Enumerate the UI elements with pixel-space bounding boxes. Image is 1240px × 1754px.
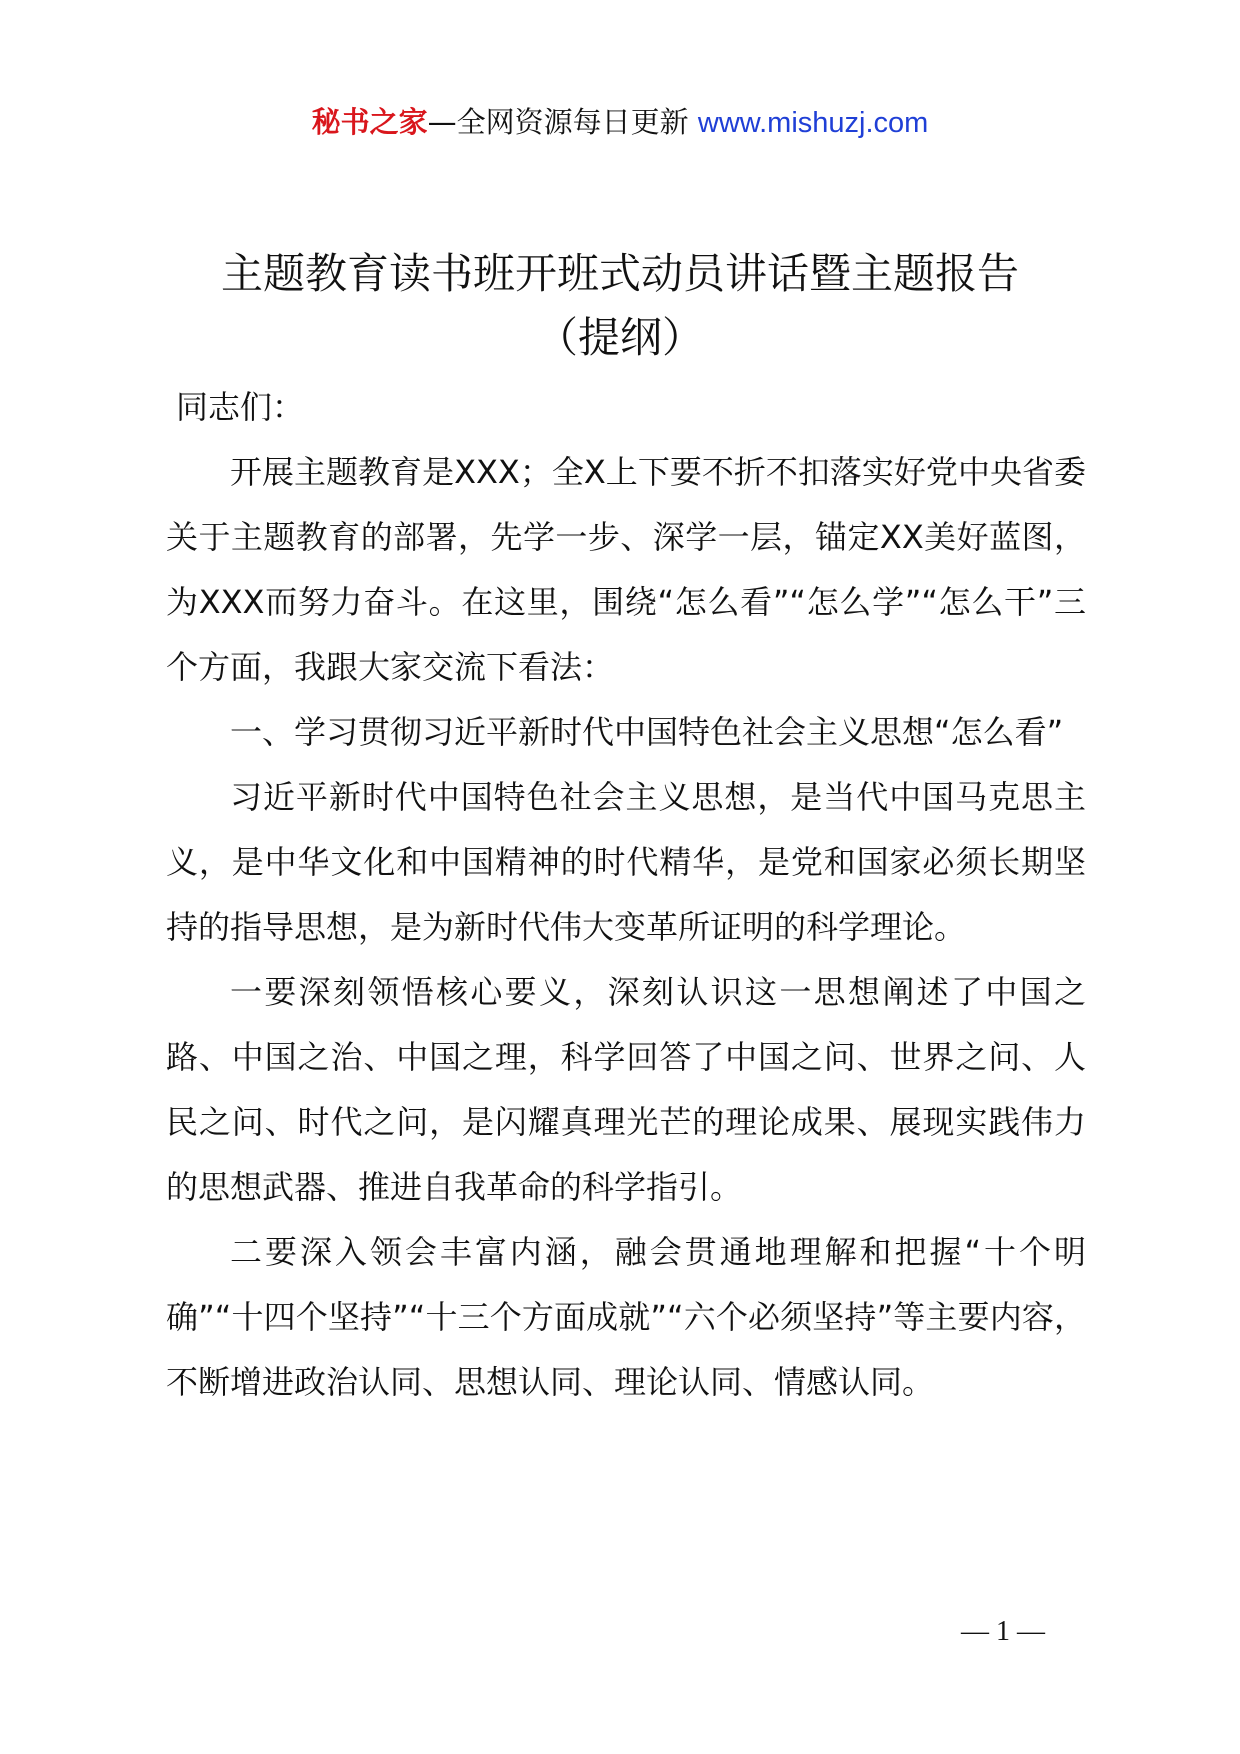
page-number: — 1 — bbox=[961, 1616, 1045, 1647]
page-number-footer bbox=[0, 1612, 1220, 1652]
document-title-line1: 主题教育读书班开班式动员讲话暨主题报告 bbox=[220, 249, 1019, 298]
site-header bbox=[0, 100, 1240, 145]
document-title-line2: （提纲） bbox=[535, 313, 704, 362]
document-body bbox=[166, 375, 1086, 1415]
site-tagline: —全网资源每日更新 bbox=[427, 105, 698, 139]
document-title bbox=[0, 242, 1240, 370]
section-heading-1: 一、学习贯彻习近平新时代中国特色社会主义思想“怎么看” bbox=[230, 713, 1064, 751]
salutation: 同志们： bbox=[176, 388, 305, 426]
paragraph-1: 习近平新时代中国特色社会主义思想，是当代中国马克思主义，是中华文化和中国精神的时代精华，是党和国家必须长期坚持的指导思想，是为新时代伟大变革所证明的科学理论。 bbox=[166, 778, 1086, 946]
paragraph-3: 二要深入领会丰富内涵，融会贯通地理解和把握“十个明确”“十四个坚持”“十三个方面成就”“六个必须坚持”等主要内容，不断增进政治认同、思想认同、理论认同、情感认同。 bbox=[166, 1233, 1086, 1401]
site-url-link[interactable]: www.mishuzj.com bbox=[697, 107, 929, 139]
site-brand: 秘书之家 bbox=[311, 105, 428, 139]
paragraph-2: 一要深刻领悟核心要义，深刻认识这一思想阐述了中国之路、中国之治、中国之理，科学回答了中国之问、世界之问、人民之问、时代之问，是闪耀真理光芒的理论成果、展现实践伟力的思想武器、推进自我革命的科学指引。 bbox=[166, 973, 1086, 1206]
paragraph-intro: 开展主题教育是XXX；全X上下要不折不扣落实好党中央省委关于主题教育的部署，先学一步、深学一层，锚定XX美好蓝图，为XXX而努力奋斗。在这里，围绕“怎么看”“怎么学”“怎么干”三个方面，我跟大家交流下看法： bbox=[166, 453, 1086, 686]
